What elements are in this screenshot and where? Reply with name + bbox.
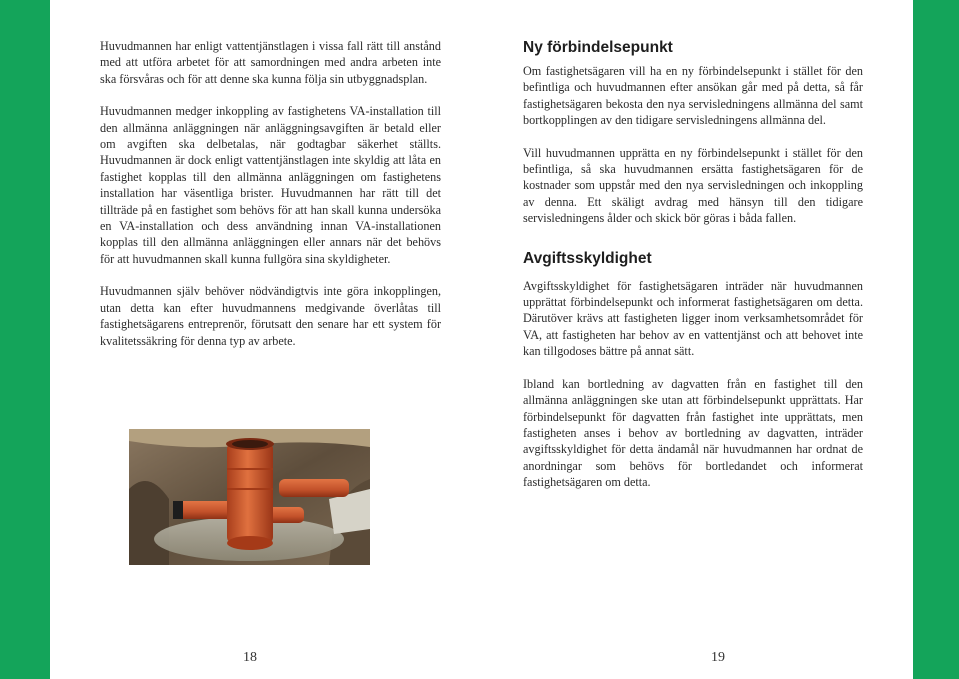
left-green-stripe [0,0,50,679]
right-page-column [523,38,863,507]
right-paragraph-3: Avgiftsskyldighet för fastighetsägaren inträder när huvudmannen upprättat förbindelsepunkt och informerat fastighetsägaren om detta. Därutöver krävs att fastigheten ligger inom verksamhetsområdet för VA, att fastigheten har behov av en vattentjänst och att behovet inte kan tillgodoses bättre på annat sätt. [523,278,863,359]
right-green-stripe [913,0,959,679]
left-page-column [100,38,441,365]
right-paragraph-4: Ibland kan bortledning av dagvatten från en fastighet till den allmänna anläggningen ske utan att förbindelsepunkt upprättats. Har förbindelsepunkt för dagvatten från fastighet inte upprättats, men fastigheten anses i behov av bortledning av dagvatten, inträder avgiftsskyldighet för detta ändamål när huvudmannen har ordnat de anordningar som behövs för bortledandet och informerat fastighetsägaren om detta. [523,376,863,490]
section-heading-fee-obligation: Avgiftsskyldighet [523,249,652,267]
left-paragraph-2: Huvudmannen medger inkoppling av fastighetens VA-installation till den allmänna anläggningen när anläggningsavgiften är betald eller om avgiften ska delbetalas, när godtagbar säkerhet ställts. Huvudmannen är dock enligt vattentjänstlagen inte skyldig att låta en fastighet kopplas till den allmänna anläggningen om fastighetens installation har väsentliga brister. Huvudmannen har rätt till det tillträde på en fastighet som behövs för att han skall kunna undersöka en VA-installation och dess användning innan VA-installationen kopplas till den allmänna anläggningen eller annars när det behövs för att huvudmannen skall kunna fullgöra sina skyldigheter. [100,104,441,266]
page-number-left: 18 [243,650,257,665]
left-paragraph-3: Huvudmannen själv behöver nödvändigtvis inte göra inkopplingen, utan detta kan efter huvudmannens medgivande överlåtas till fastighetsägarens entreprenör, förutsatt den senare har ett system för kvalitetssäkring för denna typ av arbete. [100,284,441,348]
section-heading-new-connection-point: Ny förbindelsepunkt [523,39,673,56]
right-paragraph-1: Om fastighetsägaren vill ha en ny förbindelsepunkt i stället för den befintliga och huvudmannen efter ansökan går med på detta, så får fastighetsägaren bekosta den nya servisledningens allmänna del samt bortkopplingen av den tidigare servisledningens allmänna del. [523,64,863,128]
right-paragraph-2: Vill huvudmannen upprätta en ny förbindelsepunkt i stället för den befintliga, så ska huvudmannen ersätta fastighetsägaren för de kostnader som uppstår med den nya servisledningen och inkoppling av denna. Ett skäligt avdrag med hänsyn till den tidigare servisledningens ålder och skick bör göras i båda fallen. [523,145,863,226]
page-number-right: 19 [711,650,725,665]
pipe-junction-photo [129,429,370,565]
pipe-photo-illustration [129,429,370,565]
left-paragraph-1: Huvudmannen har enligt vattentjänstlagen i vissa fall rätt till anstånd med att utföra arbetet för att samordningen med andra arbeten inte ska försvåras och för att denne ska kunna följa sin utbyggnadsplan. [100,39,441,86]
